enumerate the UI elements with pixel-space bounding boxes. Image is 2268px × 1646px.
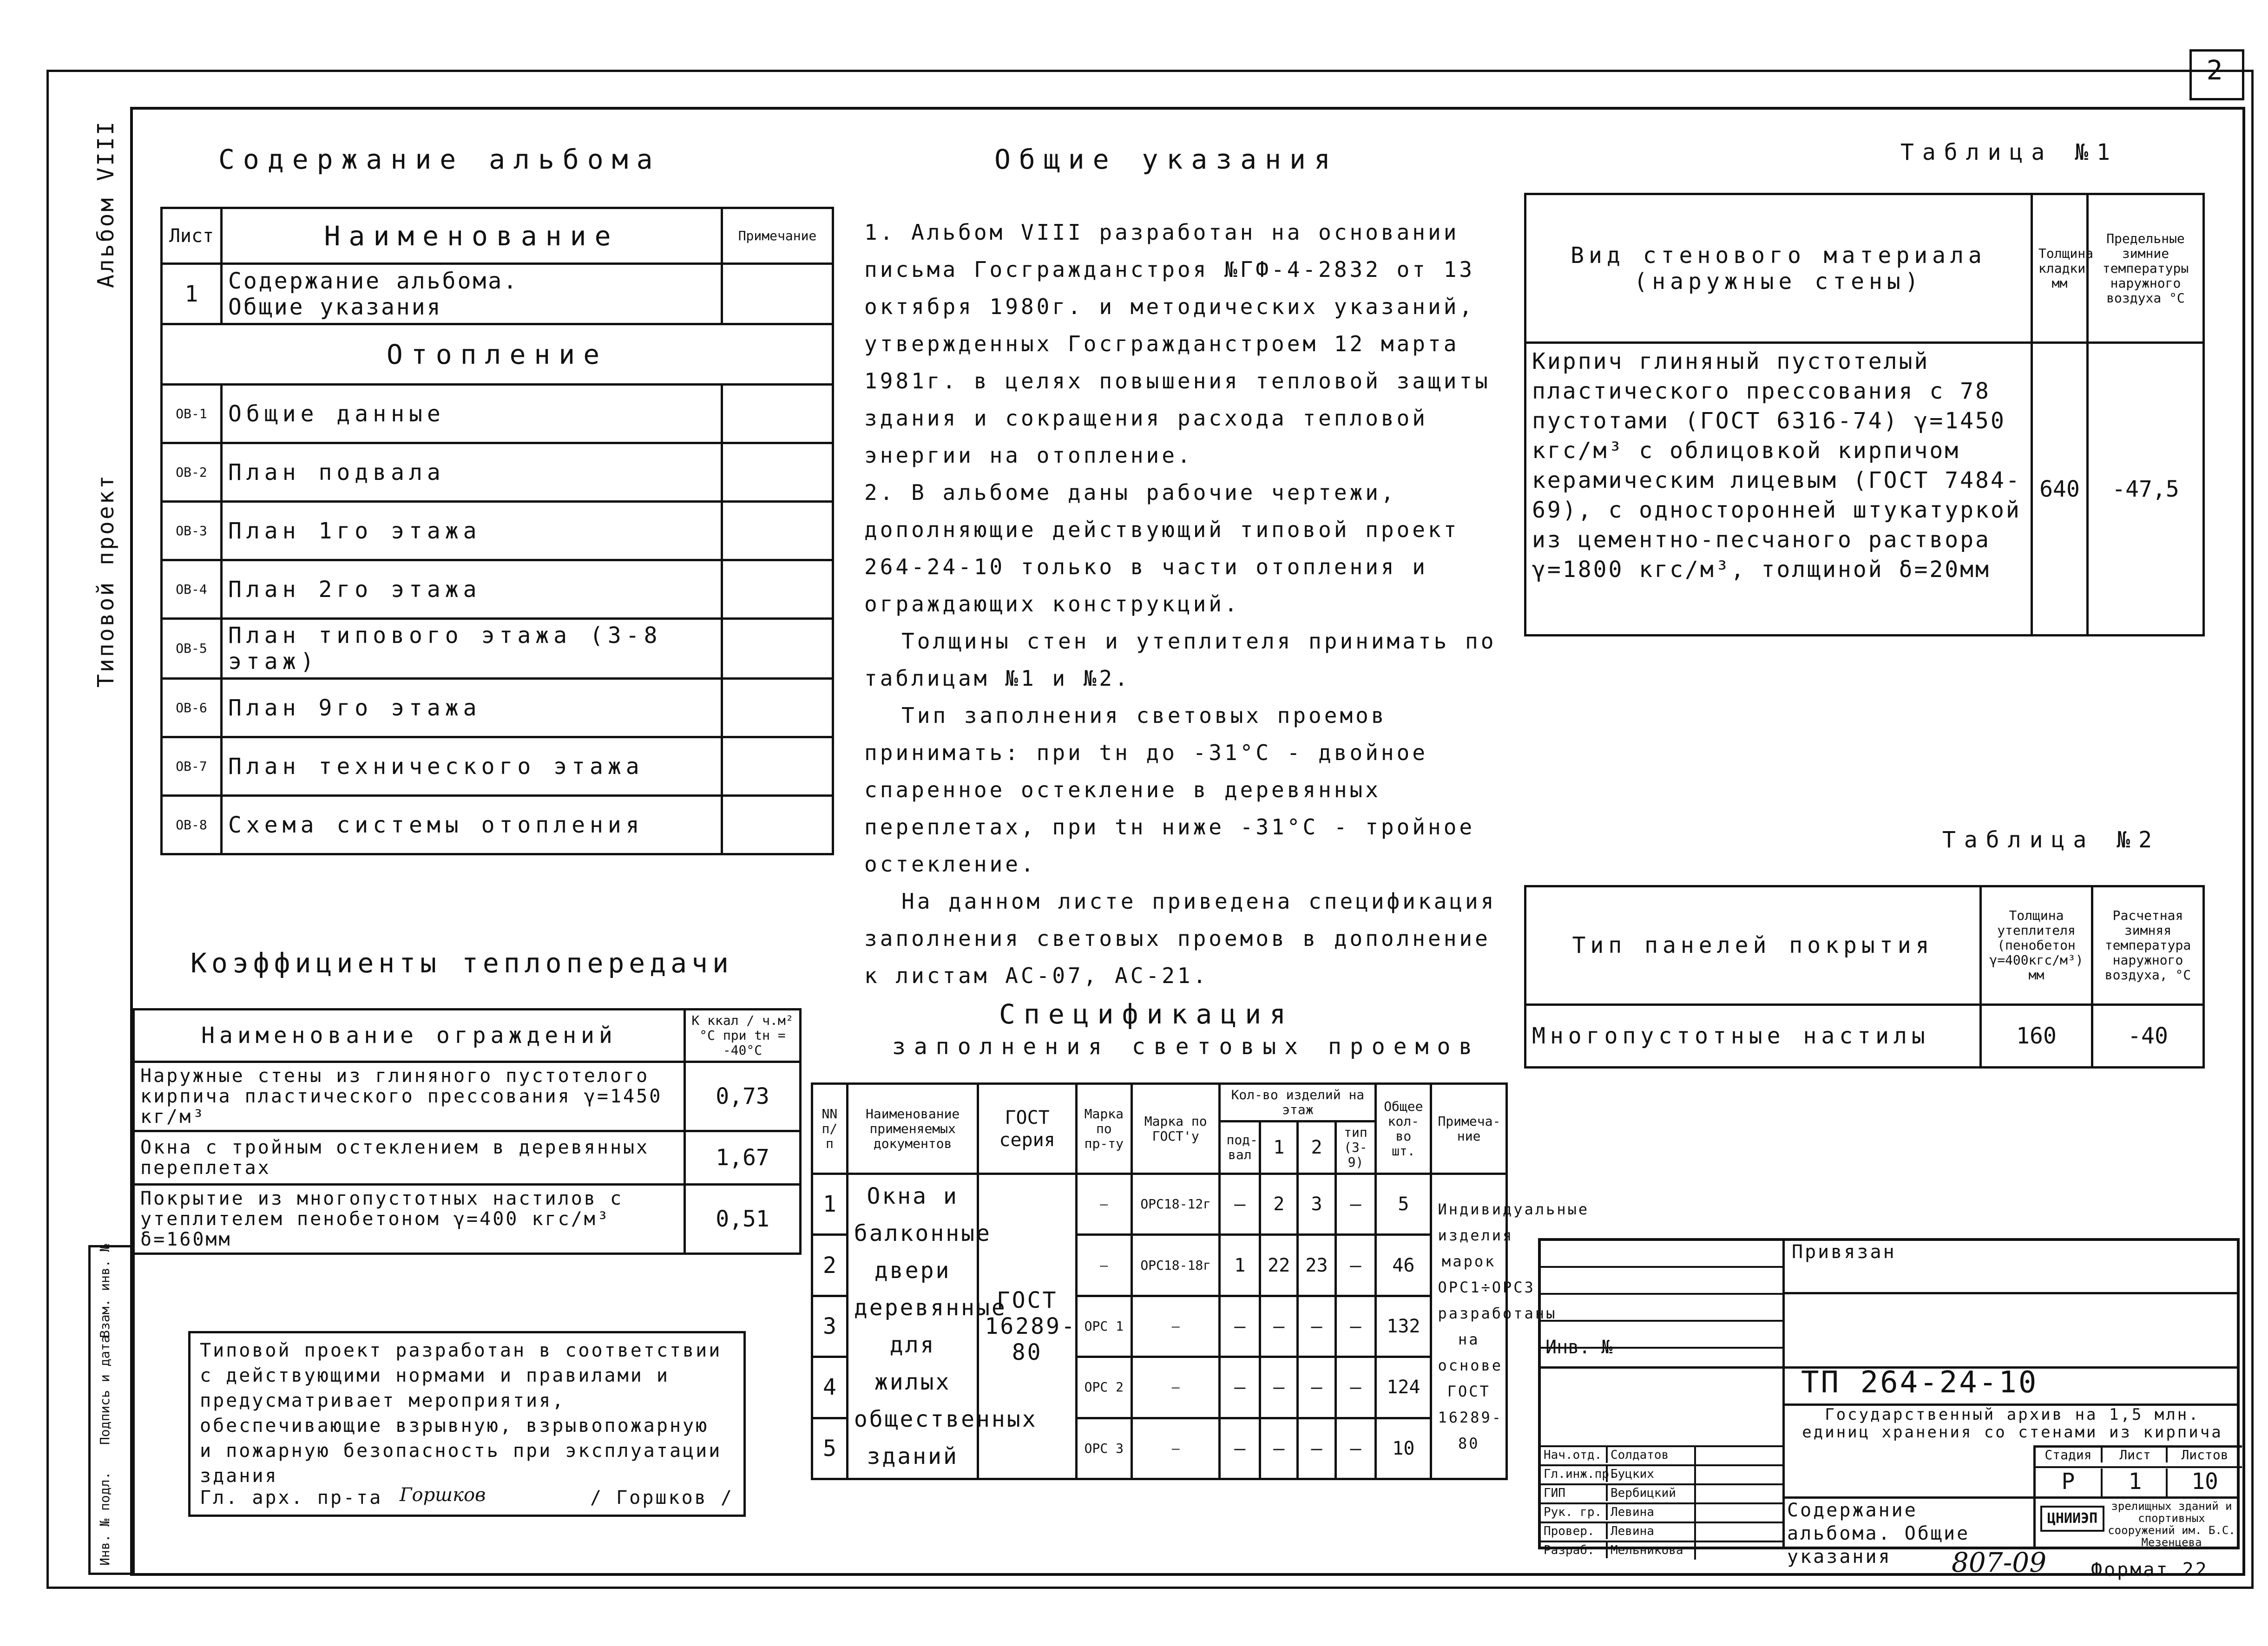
spec-row-typical: — — [1335, 1235, 1376, 1296]
general-paragraph-2: 2. В альбоме даны рабочие чертежи, дополняющие действующий типовой проект 264-24-10 только в части отопления и ограждающих конструкций. — [864, 480, 1475, 616]
table2-thickness: 160 — [1981, 1005, 2092, 1068]
staff-row — [1541, 1521, 1782, 1541]
general-text — [864, 214, 1512, 994]
album-label: Альбом VIII — [93, 120, 119, 288]
contents-row-name: План подвала — [222, 443, 722, 502]
table2-header-type: Тип панелей покрытия — [1525, 886, 1981, 1005]
spec-row-n: 3 — [812, 1296, 848, 1357]
table1-material: Кирпич глиняный пустотелый пластического прессования с 78 пустотами (ГОСТ 6316-74) γ=1450 кгс/м³ с облицовкой кирпичом керамическим лицевым (ГОСТ 7484-69), с односторонней штукатуркой из цементно-песчаного раствора γ=1800 кгс/м³, толщиной δ=20мм — [1525, 343, 2032, 636]
staff-name: Левина — [1606, 1504, 1694, 1520]
sheet-number: 2 — [2206, 54, 2223, 86]
spec-row-total: 132 — [1376, 1296, 1431, 1357]
staff-row — [1541, 1445, 1782, 1464]
coef-header-value: К ккал / ч.м² °С при tн = -40°С — [685, 1010, 801, 1062]
coef-header-name: Наименование ограждений — [134, 1010, 685, 1062]
contents-row-1-line1: Содержание альбома. — [228, 268, 519, 294]
table2-title: Таблица №2 — [1942, 827, 2160, 853]
staff-name: Солдатов — [1606, 1447, 1694, 1463]
contents-row-name: План 9го этажа — [222, 679, 722, 737]
contents-section-heating: Отопление — [162, 324, 833, 385]
spec-row-total: 46 — [1376, 1235, 1431, 1296]
spec-row-basement: — — [1220, 1296, 1260, 1357]
contents-row — [162, 385, 833, 443]
spec-header-typical: тип (3-9) — [1335, 1121, 1376, 1174]
stage-label: Стадия — [2044, 1447, 2092, 1462]
inv-label: Инв. № — [1545, 1337, 1613, 1358]
contents-header-name: Наименование — [222, 208, 722, 264]
spec-row-total: 10 — [1376, 1418, 1431, 1479]
spec-row-floor2: — — [1298, 1296, 1335, 1357]
contents-row-1-line2: Общие указания — [228, 294, 442, 320]
notice-signer: / Горшков / — [590, 1487, 734, 1508]
spec-row-n: 1 — [812, 1174, 848, 1235]
notice-box — [188, 1331, 746, 1517]
staff-role: Нач.отд. — [1544, 1448, 1602, 1462]
spec-row-mark-gost: ОРС18-12г — [1131, 1174, 1220, 1235]
spec-header-floor1: 1 — [1260, 1121, 1298, 1174]
spec-header-note: Примеча- ние — [1431, 1084, 1507, 1174]
staff-row — [1541, 1502, 1782, 1521]
spec-row-mark-gost: — — [1131, 1418, 1220, 1479]
table1-thickness: 640 — [2032, 343, 2088, 636]
spec-note: Индивидуальные изделия марок ОРС1÷ОРС3 разработаны на основе ГОСТ 16289-80 — [1431, 1174, 1507, 1479]
staff-signature — [1694, 1447, 1780, 1464]
coef-row-value: 1,67 — [685, 1131, 801, 1185]
contents-row — [162, 560, 833, 619]
contents-row-sheet: ОВ-1 — [162, 385, 222, 443]
spec-row-floor1: 2 — [1260, 1174, 1298, 1235]
spec-header-gost: ГОСТ серия — [978, 1084, 1076, 1174]
coefficients-title: Коэффициенты теплопередачи — [191, 947, 733, 979]
format-label: Формат 22 — [2091, 1559, 2209, 1580]
contents-row-sheet: ОВ-5 — [162, 619, 222, 679]
table1-header-material: Вид стенового материала (наружные стены) — [1525, 194, 2032, 343]
spec-row-total: 5 — [1376, 1174, 1431, 1235]
spec-gost: ГОСТ 16289-80 — [978, 1174, 1076, 1479]
project-label: Типовой проект — [93, 473, 119, 688]
table1-temp: -47,5 — [2088, 343, 2204, 636]
staff-name: Левина — [1606, 1523, 1694, 1539]
org-name: зрелищных зданий и спортивных сооружений им. Б.С. Мезенцева — [2108, 1500, 2235, 1549]
side-stamp-inv: Инв. № подл. — [97, 1471, 112, 1566]
spec-row-typical: — — [1335, 1174, 1376, 1235]
contents-row-note — [722, 679, 833, 737]
contents-row-note — [722, 385, 833, 443]
spec-row-floor1: — — [1260, 1357, 1298, 1418]
staff-row — [1541, 1541, 1782, 1560]
contents-row-sheet: ОВ-2 — [162, 443, 222, 502]
table2-header-temp: Расчетная зимняя температура наружного воздуха, °С — [2092, 886, 2204, 1005]
table1-header-thickness: Толщина кладки мм — [2032, 194, 2088, 343]
staff-signature — [1694, 1542, 1780, 1560]
stamp-vline — [1782, 1366, 1785, 1549]
notice-signature: Горшков — [400, 1484, 486, 1506]
contents-row-sheet: ОВ-6 — [162, 679, 222, 737]
side-stamp-replace: Взам. инв. № — [97, 1244, 112, 1338]
staff-role: ГИП — [1544, 1486, 1565, 1500]
coef-row — [134, 1185, 801, 1254]
contents-row-1-note — [722, 264, 833, 324]
contents-row — [162, 679, 833, 737]
contents-row-sheet: ОВ-3 — [162, 502, 222, 560]
table2 — [1524, 885, 2205, 1069]
spec-row-floor2: 3 — [1298, 1174, 1335, 1235]
spec-header-mark-project: Марка по пр-ту — [1076, 1084, 1131, 1174]
coef-row-value: 0,51 — [685, 1185, 801, 1254]
org-logo: ЦНИИЭП — [2040, 1506, 2104, 1532]
spec-row-n: 5 — [812, 1418, 848, 1479]
general-paragraph-4: Тип заполнения световых проемов принимать: при tн до -31°С - двойное спаренное остекление в деревянных переплетах, при tн ниже -31°С - тройное остекление. — [864, 703, 1491, 877]
staff-list — [1541, 1445, 1782, 1560]
coef-row — [134, 1131, 801, 1185]
contents-row — [162, 443, 833, 502]
stage-value: Р — [2061, 1469, 2075, 1495]
spec-row-mark-project: ОРС 2 — [1076, 1357, 1131, 1418]
bound-line — [1782, 1292, 2240, 1294]
staff-name: Вербицкий — [1606, 1485, 1694, 1501]
spec-row-floor2: — — [1298, 1418, 1335, 1479]
table1 — [1524, 193, 2205, 636]
spec-row-floor1: — — [1260, 1296, 1298, 1357]
coef-row-name: Покрытие из многопустотных настилов с утеплителем пенобетоном γ=400 кгс/м³ δ=160мм — [134, 1185, 685, 1254]
drawing-number: 807-09 — [1952, 1547, 2047, 1578]
notice-role: Гл. арх. пр-та — [200, 1487, 383, 1508]
spec-row-mark-project: ОРС 1 — [1076, 1296, 1131, 1357]
spec-row-mark-gost: — — [1131, 1357, 1220, 1418]
contents-row — [162, 737, 833, 796]
spec-row-n: 2 — [812, 1235, 848, 1296]
sheets-value: 10 — [2166, 1469, 2242, 1499]
general-paragraph-3: Толщины стен и утеплителя принимать по таблицам №1 и №2. — [864, 629, 1512, 691]
spec-row-floor1: 22 — [1260, 1235, 1298, 1296]
sheet-title: Содержание альбома. Общие указания — [1787, 1500, 1970, 1567]
contents-row-1-name — [222, 264, 722, 324]
table1-title: Таблица №1 — [1900, 139, 2118, 165]
contents-row — [162, 796, 833, 854]
staff-signature — [1694, 1523, 1780, 1541]
spec-row-n: 4 — [812, 1357, 848, 1418]
staff-name: Буцких — [1606, 1466, 1694, 1482]
spec-row-total: 124 — [1376, 1357, 1431, 1418]
contents-row-note — [722, 502, 833, 560]
coef-row — [134, 1062, 801, 1131]
spec-row-mark-project: — — [1076, 1235, 1131, 1296]
contents-row-note — [722, 737, 833, 796]
spec-header-total: Общее кол-во шт. — [1376, 1084, 1431, 1174]
table2-header-thickness: Толщина утеплителя (пенобетон γ=400кгс/м³) мм — [1981, 886, 2092, 1005]
spec-header-mark-gost: Марка по ГОСТ'у — [1131, 1084, 1220, 1174]
coef-row-value: 0,73 — [685, 1062, 801, 1131]
contents-table — [160, 207, 834, 855]
sheet-label: Лист — [2101, 1448, 2168, 1462]
contents-row-sheet: ОВ-8 — [162, 796, 222, 854]
coef-row-name: Наружные стены из глиняного пустотелого кирпича пластического прессования γ=1450 кг/м³ — [134, 1062, 685, 1131]
spec-row-typical: — — [1335, 1296, 1376, 1357]
coef-row-name: Окна с тройным остеклением в деревянных переплетах — [134, 1131, 685, 1185]
general-paragraph-1: 1. Альбом VIII разработан на основании письма Госгражданстроя №ГФ-4-2832 от 13 октября 1980г. и методических указаний, утвержденных Госгражданстроем 12 марта 1981г. в целях повышения тепловой защиты здания и сокращения расхода тепловой энергии на отопление. — [864, 220, 1506, 468]
contents-row — [162, 502, 833, 560]
contents-header-sheet: Лист — [162, 208, 222, 264]
staff-name: Мельникова — [1606, 1542, 1694, 1558]
spec-row-basement: — — [1220, 1174, 1260, 1235]
spec-row-basement: 1 — [1220, 1235, 1260, 1296]
project-description: Государственный архив на 1,5 млн. единиц хранения со стенами из кирпича — [1802, 1405, 2223, 1442]
spec-header-nn: NN п/п — [812, 1084, 848, 1174]
contents-row-name: План технического этажа — [222, 737, 722, 796]
staff-signature — [1694, 1466, 1780, 1483]
table1-header-temp: Предельные зимние температуры наружного воздуха °С — [2088, 194, 2204, 343]
notice-text: Типовой проект разработан в соответствии с действующими нормами и правилами и предусматривает мероприятия, обеспечивающие взрывную, взрывопожарную и пожарную безопасность при эксплуатации здания — [200, 1340, 722, 1487]
spec-row-basement: — — [1220, 1357, 1260, 1418]
staff-signature — [1694, 1485, 1780, 1502]
spec-row-basement: — — [1220, 1418, 1260, 1479]
contents-row-name: План 2го этажа — [222, 560, 722, 619]
spec-row-mark-gost: ОРС18-18г — [1131, 1235, 1220, 1296]
org-vline — [2033, 1496, 2036, 1549]
contents-row-name: Схема системы отопления — [222, 796, 722, 854]
contents-row-1-sheet: 1 — [162, 264, 222, 324]
contents-title: Содержание альбома — [218, 144, 661, 175]
staff-role: Рук. гр. — [1544, 1505, 1602, 1519]
spec-header-floor2: 2 — [1298, 1121, 1335, 1174]
spec-header-name: Наименование применяемых документов — [847, 1084, 978, 1174]
contents-row — [162, 619, 833, 679]
bound-label: Привязан — [1792, 1241, 1896, 1263]
table2-temp: -40 — [2092, 1005, 2204, 1068]
contents-row-note — [722, 619, 833, 679]
spec-subtitle: заполнения световых проемов — [892, 1034, 1481, 1060]
sheets-label: Листов — [2166, 1448, 2242, 1462]
spec-row-mark-project: ОРС 3 — [1076, 1418, 1131, 1479]
coefficients-table — [132, 1008, 802, 1255]
spec-row — [812, 1174, 1507, 1235]
table2-type: Многопустотные настилы — [1525, 1005, 1981, 1068]
contents-row-name: План 1го этажа — [222, 502, 722, 560]
spec-name: Окна и балконные двери деревянные для жилых общественных зданий — [847, 1174, 978, 1479]
contents-row-sheet: ОВ-4 — [162, 560, 222, 619]
side-stamp-signature: Подпись и дата — [97, 1335, 112, 1445]
staff-row — [1541, 1464, 1782, 1483]
spec-row-typical: — — [1335, 1357, 1376, 1418]
contents-row-name: Общие данные — [222, 385, 722, 443]
spec-row-mark-gost: — — [1131, 1296, 1220, 1357]
contents-row-note — [722, 796, 833, 854]
sheet-value: 1 — [2101, 1469, 2168, 1499]
spec-header-basement: под- вал — [1220, 1121, 1260, 1174]
staff-role: Гл.инж.пр. — [1544, 1467, 1617, 1481]
contents-row-sheet: ОВ-7 — [162, 737, 222, 796]
staff-row — [1541, 1483, 1782, 1502]
staff-signature — [1694, 1504, 1780, 1521]
spec-row-typical: — — [1335, 1418, 1376, 1479]
project-code: ТП 264-24-10 — [1801, 1365, 2038, 1400]
contents-row-name: План типового этажа (3-8 этаж) — [222, 619, 722, 679]
spec-row-mark-project: — — [1076, 1174, 1131, 1235]
general-paragraph-5: На данном листе приведена спецификация заполнения световых проемов в дополнение к листам АС-07, АС-21. — [864, 889, 1512, 988]
contents-header-note: Примечание — [722, 208, 833, 264]
stage-block — [2033, 1445, 2242, 1499]
staff-role: Провер. — [1544, 1524, 1595, 1538]
spec-header-qty: Кол-во изделий на этаж — [1220, 1084, 1376, 1121]
staff-role: Разраб. — [1544, 1543, 1595, 1557]
contents-row-note — [722, 560, 833, 619]
spec-title: Спецификация — [999, 998, 1295, 1030]
contents-row-note — [722, 443, 833, 502]
spec-row-floor2: 23 — [1298, 1235, 1335, 1296]
general-title: Общие указания — [994, 144, 1339, 175]
spec-row-floor1: — — [1260, 1418, 1298, 1479]
spec-row-floor2: — — [1298, 1357, 1335, 1418]
